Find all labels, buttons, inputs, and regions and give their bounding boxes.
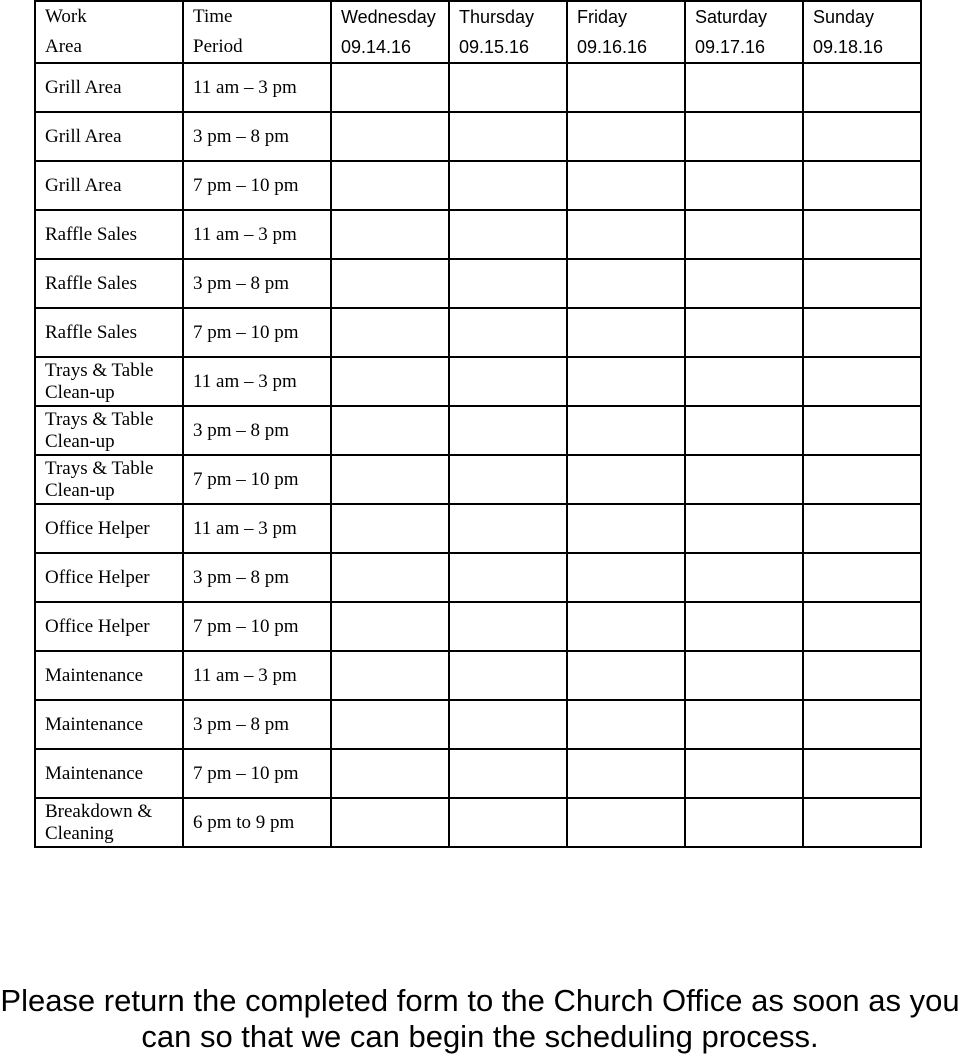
table-row bbox=[35, 406, 921, 455]
signup-cell-sunday[interactable] bbox=[803, 210, 921, 259]
signup-cell-saturday[interactable] bbox=[685, 749, 803, 798]
header-time-period: Time Period bbox=[183, 1, 331, 63]
signup-cell-thursday[interactable] bbox=[449, 259, 567, 308]
signup-cell-friday[interactable] bbox=[567, 112, 685, 161]
signup-cell-friday[interactable] bbox=[567, 406, 685, 455]
time-period-cell: 11 am – 3 pm bbox=[183, 651, 331, 700]
time-period-cell: 3 pm – 8 pm bbox=[183, 553, 331, 602]
header-day-wednesday: Wednesday 09.14.16 bbox=[331, 1, 449, 63]
signup-cell-saturday[interactable] bbox=[685, 210, 803, 259]
work-area-cell: Office Helper bbox=[35, 553, 183, 602]
signup-cell-sunday[interactable] bbox=[803, 798, 921, 847]
work-area-cell: Office Helper bbox=[35, 602, 183, 651]
signup-cell-saturday[interactable] bbox=[685, 504, 803, 553]
signup-cell-friday[interactable] bbox=[567, 63, 685, 112]
signup-cell-wednesday[interactable] bbox=[331, 63, 449, 112]
schedule-table bbox=[34, 0, 922, 848]
signup-cell-wednesday[interactable] bbox=[331, 602, 449, 651]
signup-cell-thursday[interactable] bbox=[449, 357, 567, 406]
signup-cell-wednesday[interactable] bbox=[331, 357, 449, 406]
signup-cell-saturday[interactable] bbox=[685, 553, 803, 602]
signup-cell-friday[interactable] bbox=[567, 798, 685, 847]
signup-cell-thursday[interactable] bbox=[449, 112, 567, 161]
time-period-cell: 6 pm to 9 pm bbox=[183, 798, 331, 847]
work-area-cell: Raffle Sales bbox=[35, 259, 183, 308]
table-row bbox=[35, 210, 921, 259]
signup-cell-friday[interactable] bbox=[567, 259, 685, 308]
signup-cell-saturday[interactable] bbox=[685, 651, 803, 700]
table-row bbox=[35, 700, 921, 749]
table-row bbox=[35, 553, 921, 602]
table-row bbox=[35, 259, 921, 308]
signup-cell-wednesday[interactable] bbox=[331, 651, 449, 700]
signup-cell-saturday[interactable] bbox=[685, 798, 803, 847]
signup-cell-sunday[interactable] bbox=[803, 308, 921, 357]
signup-cell-friday[interactable] bbox=[567, 700, 685, 749]
signup-cell-sunday[interactable] bbox=[803, 455, 921, 504]
signup-cell-thursday[interactable] bbox=[449, 63, 567, 112]
signup-cell-friday[interactable] bbox=[567, 749, 685, 798]
time-period-cell: 3 pm – 8 pm bbox=[183, 259, 331, 308]
schedule-body bbox=[35, 63, 921, 847]
signup-cell-thursday[interactable] bbox=[449, 602, 567, 651]
signup-cell-sunday[interactable] bbox=[803, 553, 921, 602]
signup-cell-wednesday[interactable] bbox=[331, 112, 449, 161]
table-row bbox=[35, 112, 921, 161]
signup-cell-sunday[interactable] bbox=[803, 63, 921, 112]
signup-cell-sunday[interactable] bbox=[803, 700, 921, 749]
signup-cell-wednesday[interactable] bbox=[331, 455, 449, 504]
table-row bbox=[35, 308, 921, 357]
table-row bbox=[35, 602, 921, 651]
work-area-cell: Maintenance bbox=[35, 700, 183, 749]
signup-cell-saturday[interactable] bbox=[685, 259, 803, 308]
header-row bbox=[35, 1, 921, 63]
header-day-friday: Friday 09.16.16 bbox=[567, 1, 685, 63]
signup-cell-friday[interactable] bbox=[567, 455, 685, 504]
signup-cell-friday[interactable] bbox=[567, 602, 685, 651]
signup-cell-thursday[interactable] bbox=[449, 798, 567, 847]
signup-cell-thursday[interactable] bbox=[449, 308, 567, 357]
work-area-cell: Trays & Table Clean-up bbox=[35, 357, 183, 406]
footer-line-1: Please return the completed form to the Church Office as soon as you bbox=[0, 983, 960, 1018]
signup-cell-saturday[interactable] bbox=[685, 455, 803, 504]
table-row bbox=[35, 63, 921, 112]
signup-cell-saturday[interactable] bbox=[685, 357, 803, 406]
signup-cell-saturday[interactable] bbox=[685, 602, 803, 651]
signup-cell-wednesday[interactable] bbox=[331, 259, 449, 308]
table-row bbox=[35, 749, 921, 798]
work-area-cell: Raffle Sales bbox=[35, 210, 183, 259]
time-period-cell: 7 pm – 10 pm bbox=[183, 602, 331, 651]
header-day-sunday: Sunday 09.18.16 bbox=[803, 1, 921, 63]
signup-cell-sunday[interactable] bbox=[803, 161, 921, 210]
signup-cell-friday[interactable] bbox=[567, 161, 685, 210]
table-row bbox=[35, 798, 921, 847]
signup-cell-thursday[interactable] bbox=[449, 651, 567, 700]
signup-cell-friday[interactable] bbox=[567, 553, 685, 602]
signup-cell-wednesday[interactable] bbox=[331, 749, 449, 798]
header-work-area: Work Area bbox=[35, 1, 183, 63]
signup-cell-wednesday[interactable] bbox=[331, 406, 449, 455]
signup-cell-saturday[interactable] bbox=[685, 161, 803, 210]
signup-cell-friday[interactable] bbox=[567, 357, 685, 406]
signup-cell-friday[interactable] bbox=[567, 210, 685, 259]
signup-cell-thursday[interactable] bbox=[449, 406, 567, 455]
signup-cell-thursday[interactable] bbox=[449, 749, 567, 798]
work-area-cell: Maintenance bbox=[35, 749, 183, 798]
signup-cell-wednesday[interactable] bbox=[331, 308, 449, 357]
signup-cell-friday[interactable] bbox=[567, 504, 685, 553]
time-period-cell: 7 pm – 10 pm bbox=[183, 749, 331, 798]
time-period-cell: 3 pm – 8 pm bbox=[183, 700, 331, 749]
time-period-cell: 7 pm – 10 pm bbox=[183, 455, 331, 504]
signup-cell-wednesday[interactable] bbox=[331, 210, 449, 259]
signup-cell-wednesday[interactable] bbox=[331, 700, 449, 749]
signup-cell-thursday[interactable] bbox=[449, 210, 567, 259]
header-day-saturday: Saturday 09.17.16 bbox=[685, 1, 803, 63]
signup-cell-saturday[interactable] bbox=[685, 406, 803, 455]
signup-cell-friday[interactable] bbox=[567, 308, 685, 357]
header-day-thursday: Thursday 09.15.16 bbox=[449, 1, 567, 63]
signup-cell-wednesday[interactable] bbox=[331, 161, 449, 210]
footer-note bbox=[0, 983, 960, 1055]
signup-cell-saturday[interactable] bbox=[685, 63, 803, 112]
signup-cell-thursday[interactable] bbox=[449, 553, 567, 602]
table-row bbox=[35, 504, 921, 553]
table-row bbox=[35, 455, 921, 504]
time-period-cell: 11 am – 3 pm bbox=[183, 63, 331, 112]
time-period-cell: 3 pm – 8 pm bbox=[183, 406, 331, 455]
time-period-cell: 7 pm – 10 pm bbox=[183, 161, 331, 210]
signup-cell-sunday[interactable] bbox=[803, 749, 921, 798]
signup-cell-thursday[interactable] bbox=[449, 161, 567, 210]
signup-cell-sunday[interactable] bbox=[803, 112, 921, 161]
work-area-cell: Grill Area bbox=[35, 63, 183, 112]
work-area-cell: Trays & Table Clean-up bbox=[35, 455, 183, 504]
signup-cell-saturday[interactable] bbox=[685, 700, 803, 749]
time-period-cell: 7 pm – 10 pm bbox=[183, 308, 331, 357]
signup-cell-sunday[interactable] bbox=[803, 602, 921, 651]
work-area-cell: Grill Area bbox=[35, 161, 183, 210]
work-area-cell: Office Helper bbox=[35, 504, 183, 553]
signup-cell-sunday[interactable] bbox=[803, 651, 921, 700]
table-row bbox=[35, 357, 921, 406]
time-period-cell: 11 am – 3 pm bbox=[183, 357, 331, 406]
signup-cell-saturday[interactable] bbox=[685, 308, 803, 357]
signup-cell-sunday[interactable] bbox=[803, 504, 921, 553]
time-period-cell: 11 am – 3 pm bbox=[183, 504, 331, 553]
signup-cell-thursday[interactable] bbox=[449, 504, 567, 553]
signup-cell-thursday[interactable] bbox=[449, 700, 567, 749]
signup-cell-wednesday[interactable] bbox=[331, 798, 449, 847]
signup-cell-sunday[interactable] bbox=[803, 357, 921, 406]
work-area-cell: Maintenance bbox=[35, 651, 183, 700]
signup-cell-thursday[interactable] bbox=[449, 455, 567, 504]
work-area-cell: Trays & Table Clean-up bbox=[35, 406, 183, 455]
time-period-cell: 11 am – 3 pm bbox=[183, 210, 331, 259]
work-area-cell: Grill Area bbox=[35, 112, 183, 161]
signup-cell-wednesday[interactable] bbox=[331, 553, 449, 602]
signup-cell-friday[interactable] bbox=[567, 651, 685, 700]
table-row bbox=[35, 651, 921, 700]
table-row bbox=[35, 161, 921, 210]
signup-cell-sunday[interactable] bbox=[803, 259, 921, 308]
time-period-cell: 3 pm – 8 pm bbox=[183, 112, 331, 161]
signup-cell-saturday[interactable] bbox=[685, 112, 803, 161]
footer-line-2: can so that we can begin the scheduling process. bbox=[141, 1019, 819, 1054]
signup-cell-sunday[interactable] bbox=[803, 406, 921, 455]
work-area-cell: Breakdown & Cleaning bbox=[35, 798, 183, 847]
signup-cell-wednesday[interactable] bbox=[331, 504, 449, 553]
work-area-cell: Raffle Sales bbox=[35, 308, 183, 357]
